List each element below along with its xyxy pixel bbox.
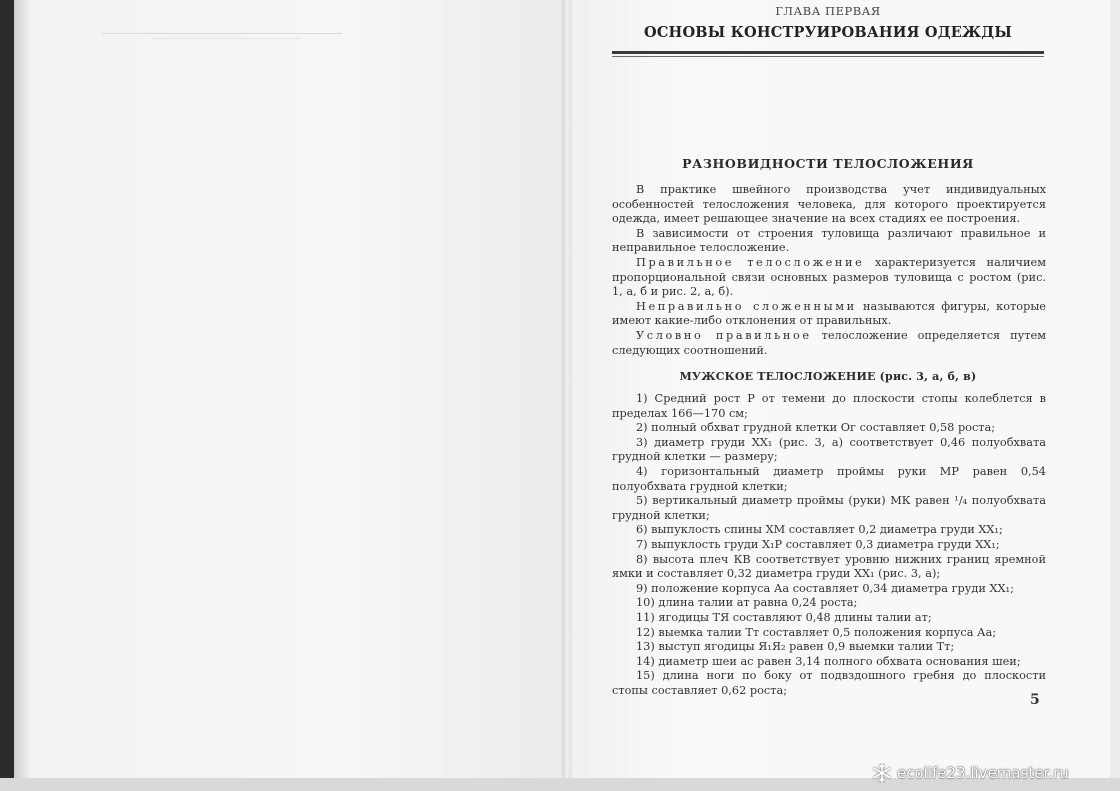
snowflake-icon: [872, 763, 892, 783]
right-page: [572, 0, 1110, 778]
paragraph: [612, 256, 1046, 300]
paragraph: [612, 329, 1046, 358]
list-item: 11) ягодицы ТЯ составляют 0,48 длины талии ат;: [636, 610, 932, 624]
bleed-through-line: [102, 33, 342, 34]
watermark: [872, 762, 1117, 784]
chapter-title: ОСНОВЫ КОНСТРУИРОВАНИЯ ОДЕЖДЫ: [643, 24, 1012, 41]
term-spaced: Неправильно сложенными: [636, 299, 857, 313]
list-item: 9) положение корпуса Аа составляет 0,34 диаметра груди XX₁;: [636, 581, 1014, 595]
list-item: 4) горизонтальный диаметр проймы руки МР равен 0,54 полуобхвата грудной клетки;: [612, 464, 1046, 493]
subsection-title: МУЖСКОЕ ТЕЛОСЛОЖЕНИЕ (рис. 3, а, б, в): [679, 370, 977, 383]
list-item: 1) Средний рост Р от темени до плоскости стопы колеблется в пределах 166—170 см;: [612, 392, 1046, 420]
list-item: 7) выпуклость груди X₁Р составляет 0,3 диаметра груди XX₁;: [636, 537, 1000, 551]
list-item: 5) вертикальный диаметр проймы (руки) МК равен ¹/₄ полуобхвата грудной клетки;: [612, 494, 1046, 522]
paragraph: В практике швейного производства учет индивидуальных особенностей телосложения человека, для которого проектируется одежда, имеет решающее значение на всех стадиях ее построения.: [612, 183, 1046, 226]
list-item: 2) полный обхват грудной клетки Ог составляет 0,58 роста;: [636, 421, 996, 435]
list-item: 6) выпуклость спины XM составляет 0,2 диаметра груди XX₁;: [636, 523, 1003, 537]
term-spaced: Условно правильное: [636, 328, 812, 342]
paragraph-text: характеризуется наличием пропорциональной связи основных размеров туловища с ростом (рис. 1, а, б и рис. 2, а, б).: [612, 255, 1046, 299]
section-title: РАЗНОВИДНОСТИ ТЕЛОСЛОЖЕНИЯ: [682, 156, 974, 171]
term-spaced: Правильное телосложение: [636, 255, 865, 269]
paragraph: [612, 300, 1046, 329]
page-number: 5: [1030, 692, 1040, 708]
list-item: 3) диаметр груди XX₁ (рис. 3, а) соответствует 0,46 полуобхвата грудной клетки — размеру;: [612, 435, 1046, 464]
list-item: 14) диаметр шеи ас равен 3,14 полного обхвата основания шеи;: [636, 654, 1021, 668]
list-item: 10) длина талии ат равна 0,24 роста;: [636, 596, 858, 610]
watermark-text: ecolife23.livemaster.ru: [897, 764, 1069, 782]
list-item: 15) длина ноги по боку от подвздошного гребня до плоскости стопы составляет 0,62 роста;: [612, 669, 1046, 697]
header-rule: [612, 51, 1044, 54]
paragraph: В зависимости от строения туловища различают правильное и неправильное телосложение.: [612, 226, 1046, 255]
chapter-label: ГЛАВА ПЕРВАЯ: [775, 4, 881, 18]
header-rule-thin: [612, 56, 1044, 57]
section-body: [612, 183, 1046, 358]
book-binding: [0, 0, 14, 791]
page-gutter: [562, 0, 572, 791]
bleed-through-line: [152, 38, 302, 39]
proportions-list: [612, 392, 1046, 698]
paragraph-text: телосложение определяется путем следующих соотношений.: [612, 328, 1046, 357]
left-page-blank: [32, 0, 566, 778]
list-item: 8) высота плеч КВ соответствует уровню нижних границ яремной ямки и составляет 0,32 диаметра груди XX₁ (рис. 3, а);: [612, 552, 1046, 581]
list-item: 13) выступ ягодицы Я₁Я₂ равен 0,9 выемки талии Тт;: [636, 640, 955, 654]
list-item: 12) выемка талии Тт составляет 0,5 положения корпуса Аа;: [636, 625, 997, 639]
paragraph-text: называются фигуры, которые имеют какие-либо отклонения от правильных.: [612, 299, 1046, 328]
page-edge: [14, 0, 32, 791]
